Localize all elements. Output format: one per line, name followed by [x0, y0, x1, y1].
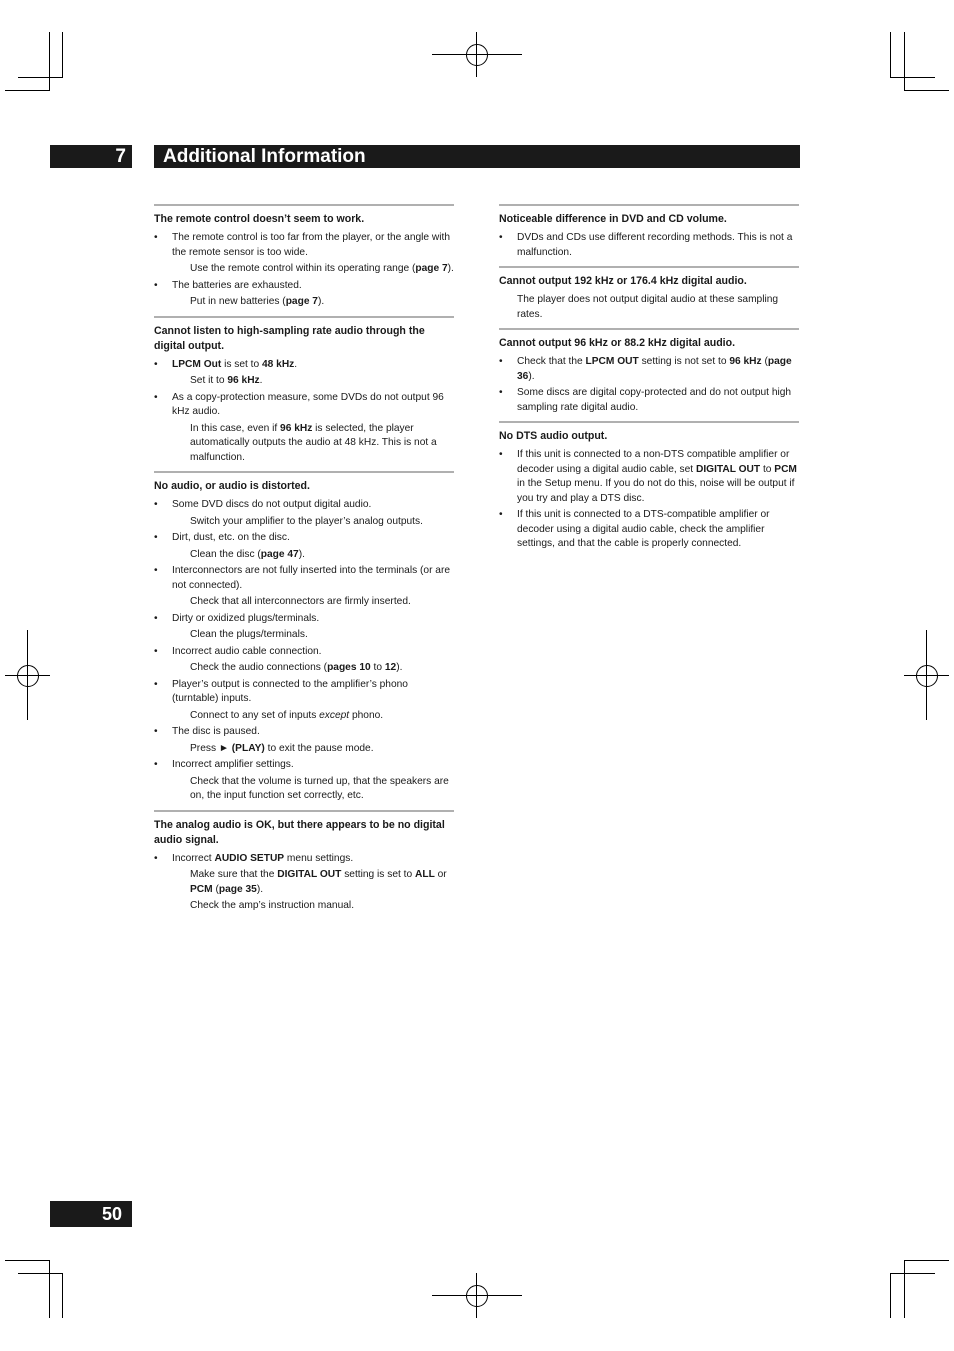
list-item: • Dirty or oxidized plugs/terminals.	[154, 612, 320, 624]
section-192khz	[499, 266, 799, 322]
section-no-audio	[154, 471, 454, 804]
section-heading: Noticeable difference in DVD and CD volume.	[499, 213, 727, 225]
list-item: • LPCM Out is set to 48 kHz.	[154, 358, 298, 370]
list-item: • If this unit is connected to a non-DTS compatible amplifier or decoder using a digital audio cable, set DIGITAL OUT to PCM in the Setup menu. If you do not do this, noise will be output if you try and play a DTS disc.	[499, 449, 797, 504]
solution-text: Put in new batteries (page 7).	[190, 296, 325, 307]
chapter-title: Additional Information	[154, 145, 800, 168]
list-item: • Some DVD discs do not output digital audio.	[154, 499, 372, 510]
section-96khz	[499, 328, 799, 415]
paragraph: The player does not output digital audio at these sampling rates.	[517, 294, 779, 320]
section-heading: No audio, or audio is distorted.	[154, 480, 310, 492]
section-volume-difference	[499, 204, 799, 260]
solution-text: In this case, even if 96 kHz is selected, the player automatically outputs the audio at 48 kHz. This is not a malfunction.	[190, 422, 437, 463]
list-item: • The batteries are exhausted.	[154, 279, 302, 291]
list-item: • As a copy-protection measure, some DVDs do not output 96 kHz audio.	[154, 391, 444, 417]
list-item: • Incorrect AUDIO SETUP menu settings.	[154, 852, 354, 864]
section-heading: The remote control doesn’t seem to work.	[154, 213, 365, 225]
list-item: • DVDs and CDs use different recording methods. This is not a malfunction.	[499, 232, 793, 258]
right-column	[499, 204, 799, 558]
list-item: • Some discs are digital copy-protected and do not output high sampling rate digital audio.	[499, 387, 792, 413]
list-item: • Dirt, dust, etc. on the disc.	[154, 532, 290, 543]
solution-text: Clean the plugs/terminals.	[190, 629, 308, 640]
chapter-number: 7	[50, 145, 132, 168]
solution-text: Connect to any set of inputs except phono.	[190, 709, 384, 721]
solution-text: Use the remote control within its operating range (page 7).	[190, 263, 454, 274]
list-item: • If this unit is connected to a DTS-compatible amplifier or decoder using a digital audio cable, check the amplifier settings, and that the cable is properly connected.	[499, 509, 770, 549]
play-label: ► (PLAY)	[218, 742, 265, 754]
solution-text: Check the amp’s instruction manual.	[190, 900, 355, 911]
solution-text: Check the audio connections (pages 10 to 12).	[190, 662, 403, 673]
solution-text: Check that the volume is turned up, that the speakers are on, the input function set correctly, etc.	[190, 775, 449, 801]
section-no-digital-signal	[154, 810, 454, 914]
solution-text: Make sure that the DIGITAL OUT setting is set to ALL or PCM (page 35).	[190, 869, 447, 895]
section-heading: Cannot output 96 kHz or 88.2 kHz digital audio.	[499, 337, 736, 349]
list-item: • Check that the LPCM OUT setting is not set to 96 kHz (page 36).	[499, 356, 792, 382]
section-heading: No DTS audio output.	[499, 430, 608, 442]
solution-text: Switch your amplifier to the player’s analog outputs.	[190, 515, 423, 527]
section-high-sampling	[154, 316, 454, 466]
section-remote-control	[154, 204, 454, 310]
section-heading: The analog audio is OK, but there appears to be no digital audio signal.	[154, 818, 445, 846]
section-heading: Cannot output 192 kHz or 176.4 kHz digital audio.	[499, 275, 747, 287]
solution-text: Set it to 96 kHz.	[190, 375, 263, 386]
solution-text: Press ► (PLAY) to exit the pause mode.	[190, 742, 374, 754]
section-no-dts	[499, 421, 799, 552]
list-item: • The remote control is too far from the player, or the angle with the remote sensor is too wide.	[154, 232, 451, 258]
list-item: • Incorrect amplifier settings.	[154, 759, 294, 770]
list-item: • Interconnectors are not fully inserted into the terminals (or are not connected).	[154, 565, 451, 591]
list-item: • Player’s output is connected to the amplifier’s phono (turntable) inputs.	[154, 678, 408, 704]
page-number: 50	[50, 1201, 132, 1227]
list-item: • Incorrect audio cable connection.	[154, 645, 322, 657]
left-column	[154, 204, 454, 920]
list-item: • The disc is paused.	[154, 726, 260, 737]
section-heading: Cannot listen to high-sampling rate audio through the digital output.	[154, 324, 425, 352]
solution-text: Clean the disc (page 47).	[190, 548, 305, 560]
solution-text: Check that all interconnectors are firmly inserted.	[190, 596, 411, 607]
